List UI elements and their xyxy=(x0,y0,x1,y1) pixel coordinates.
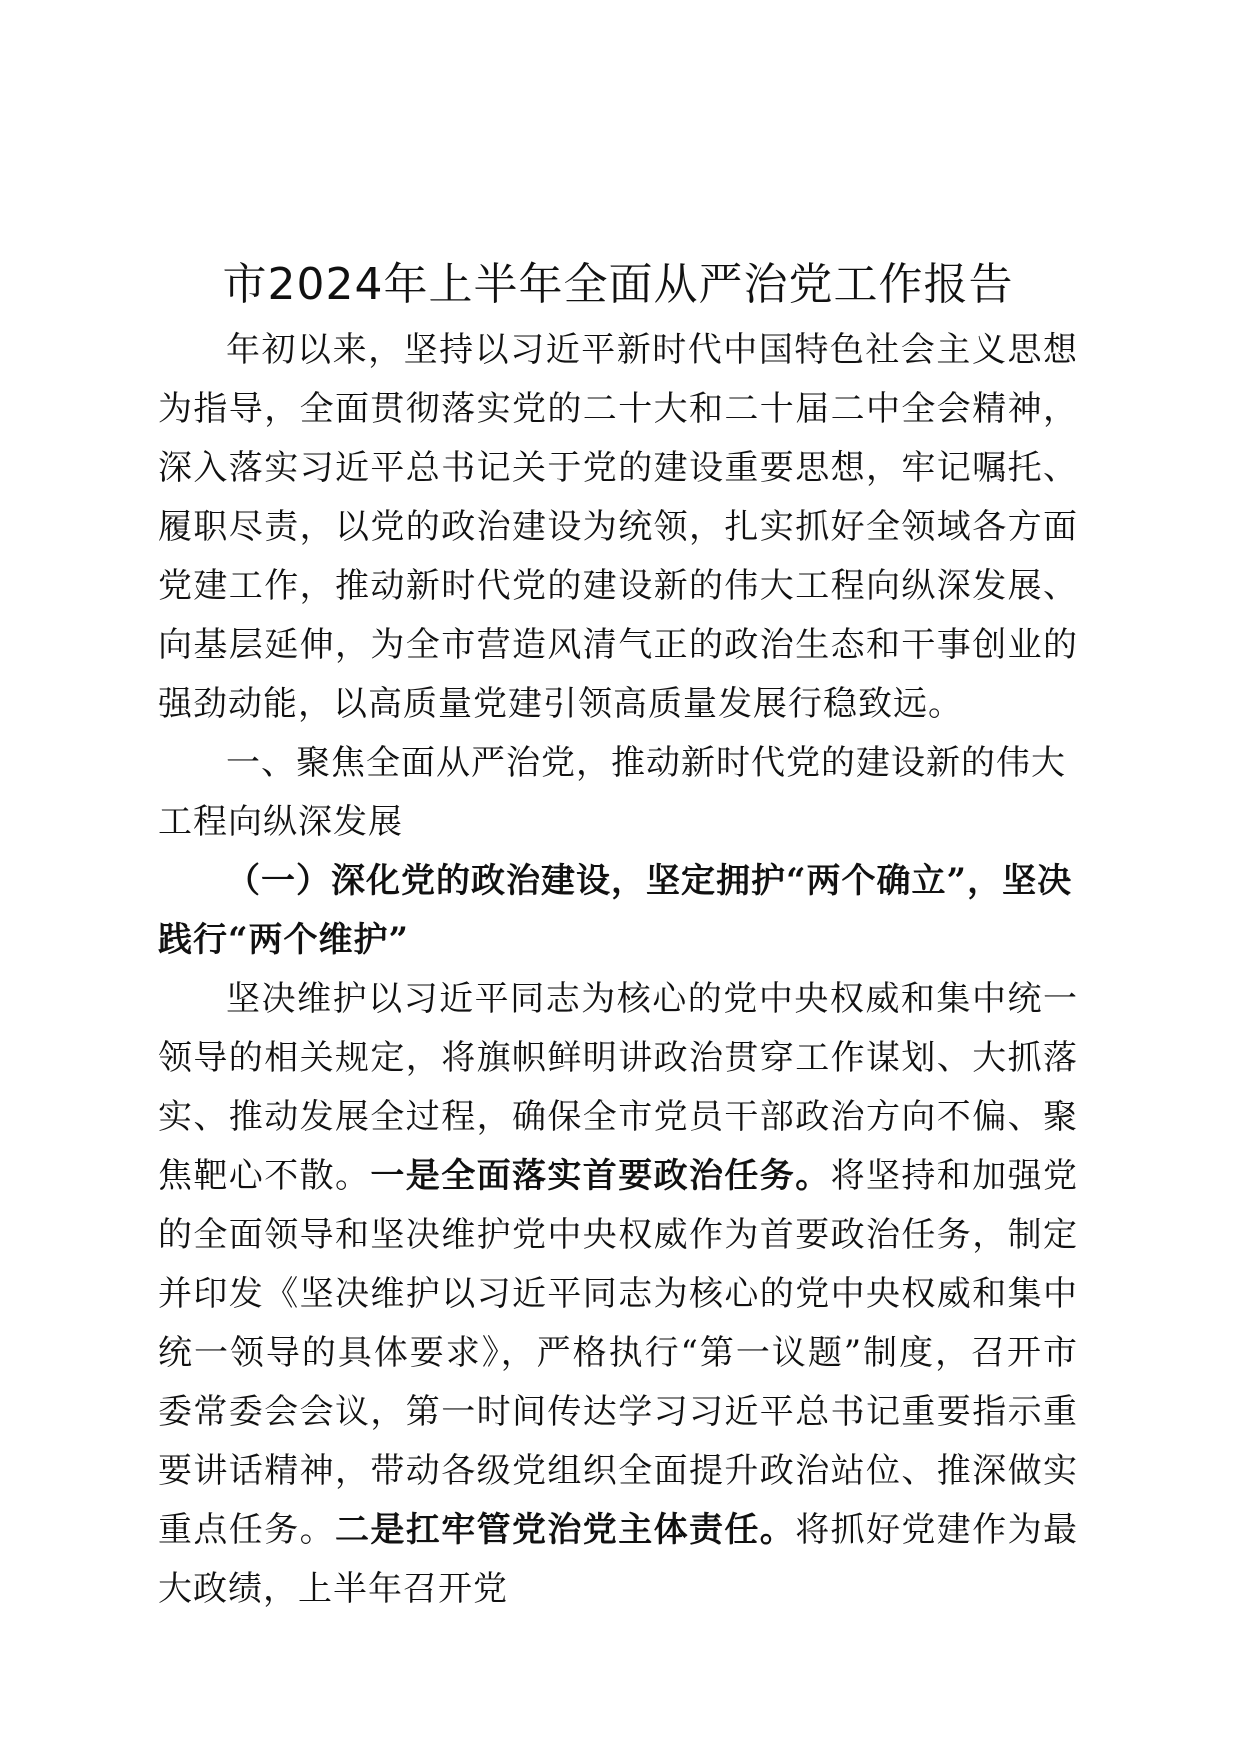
intro-paragraph: 年初以来，坚持以习近平新时代中国特色社会主义思想为指导，全面贯彻落实党的二十大和二十届二中全会精神，深入落实习近平总书记关于党的建设重要思想，牢记嘱托、履职尽责，以党的政治建设为统领，扎实抓好全领域各方面党建工作，推动新时代党的建设新的伟大工程向纵深发展、向基层延伸，为全市营造风清气正的政治生态和干事创业的强劲动能，以高质量党建引领高质量发展行稳致远。 xyxy=(158,330,1078,724)
document-title: 市2024年上半年全面从严治党工作报告 xyxy=(222,259,1014,310)
body-text-part-2: 将坚持和加强党的全面领导和坚决维护党中央权威作为首要政治任务，制定并印发《坚决维护以习近平同志为核心的党中央权威和集中统一领导的具体要求》，严格执行“第一议题”制度，召开市委常委会会议，第一时间传达学习习近平总书记重要指示重要讲话精神，带动各级党组织全面提升政治站位、推深做实重点任务。 xyxy=(158,1156,1079,1550)
subsection-1-heading: （一）深化党的政治建设，坚定拥护“两个确立”，坚决践行“两个维护” xyxy=(158,861,1073,960)
body-text-part-1: 坚决维护以习近平同志为核心的党中央权威和集中统一领导的相关规定，将旗帜鲜明讲政治贯穿工作谋划、大抓落实、推动发展全过程，确保全市党员干部政治方向不偏、聚焦靶心不散。 xyxy=(158,979,1078,1196)
body-paragraph xyxy=(158,970,1078,1619)
bold-point-1: 一是全面落实首要政治任务。 xyxy=(370,1156,831,1196)
bold-point-2: 二是扛牢管党治党主体责任。 xyxy=(335,1510,796,1550)
document-page xyxy=(158,255,1078,1619)
section-1-heading: 一、聚焦全面从严治党，推动新时代党的建设新的伟大工程向纵深发展 xyxy=(158,743,1066,842)
body-text-part-3: 将抓好党建作为最大政绩，上半年召开党 xyxy=(158,1510,1079,1609)
